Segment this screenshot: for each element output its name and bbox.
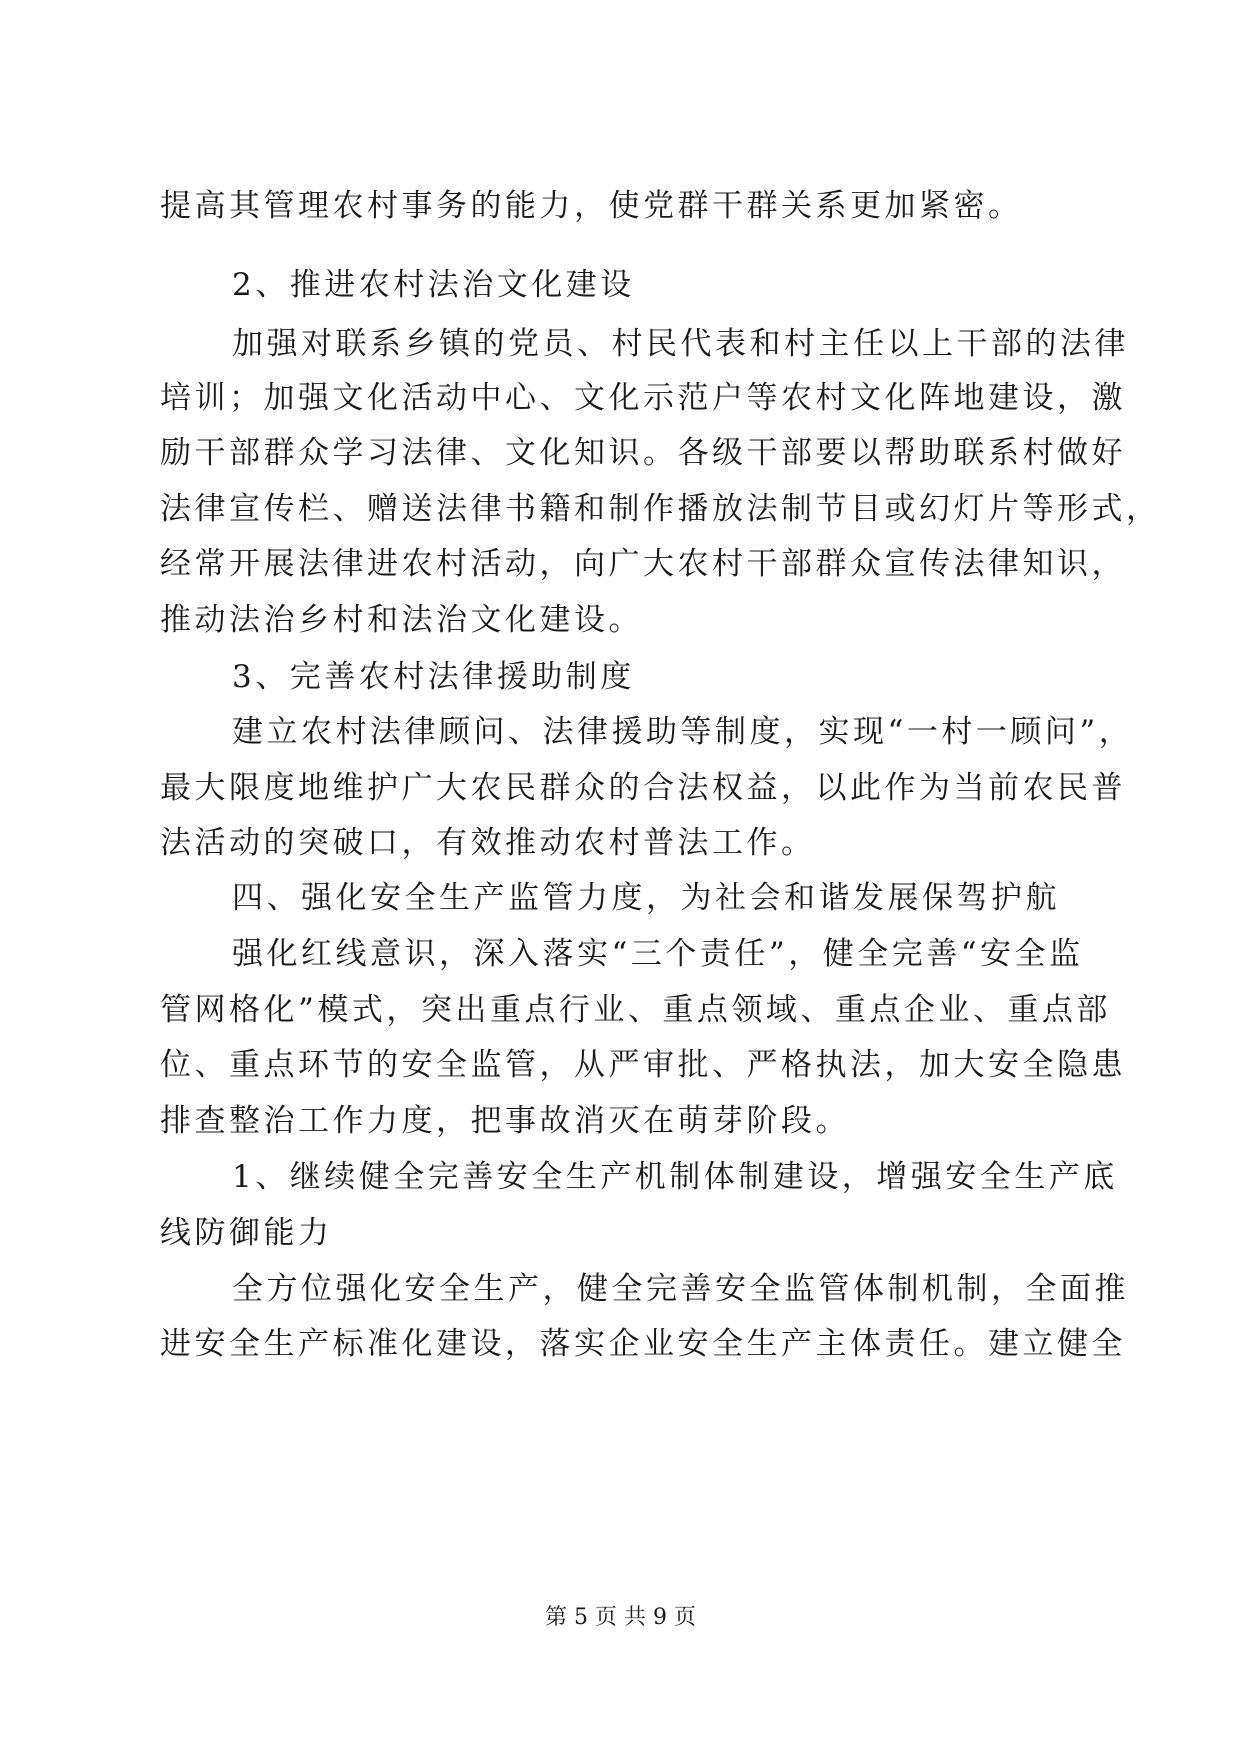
text-line: 经常开展法律进农村活动，向广大农村干部群众宣传法律知识， (160, 546, 1126, 582)
section-heading: 1、继续健全完善安全生产机制体制建设，增强安全生产底 (232, 1159, 1118, 1195)
text-line: 管网格化”模式，突出重点行业、重点领域、重点企业、重点部 (160, 992, 1111, 1028)
text-line: 进安全生产标准化建设，落实企业安全生产主体责任。建立健全 (160, 1326, 1126, 1362)
text-line: 强化红线意识，深入落实“三个责任”，健全完善“安全监 (232, 936, 1084, 972)
section-heading: 四、强化安全生产监管力度，为社会和谐发展保驾护航 (232, 880, 1060, 916)
section-heading: 2、推进农村法治文化建设 (232, 267, 635, 303)
text-line: 排查整治工作力度，把事故消灭在萌芽阶段。 (160, 1103, 850, 1139)
text-line: 最大限度地维护广大农民群众的合法权益，以此作为当前农民普 (160, 770, 1126, 806)
text-line: 培训；加强文化活动中心、文化示范户等农村文化阵地建设，激 (160, 380, 1126, 416)
text-line: 推动法治乡村和法治文化建设。 (160, 602, 643, 638)
text-line: 位、重点环节的安全监管，从严审批、严格执法，加大安全隐患 (160, 1047, 1126, 1083)
section-heading: 3、完善农村法律援助制度 (232, 659, 635, 695)
text-line: 全方位强化安全生产，健全完善安全监管体制机制，全面推 (232, 1271, 1129, 1307)
text-line: 提高其管理农村事务的能力，使党群干群关系更加紧密。 (160, 188, 1023, 224)
section-heading: 线防御能力 (160, 1215, 333, 1251)
text-line: 加强对联系乡镇的党员、村民代表和村主任以上干部的法律 (232, 326, 1129, 362)
text-line: 法活动的突破口，有效推动农村普法工作。 (160, 825, 816, 861)
page-number-footer: 第 5 页 共 9 页 (545, 1605, 696, 1630)
text-line: 法律宣传栏、赠送法律书籍和制作播放法制节目或幻灯片等形式， (160, 491, 1161, 527)
text-line: 励干部群众学习法律、文化知识。各级干部要以帮助联系村做好 (160, 435, 1126, 471)
text-line: 建立农村法律顾问、法律援助等制度，实现“一村一顾问”， (232, 714, 1134, 750)
